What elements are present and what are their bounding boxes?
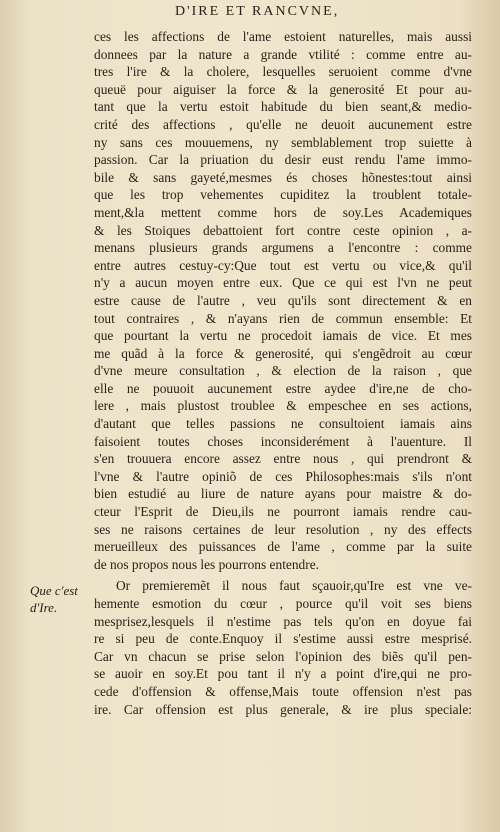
- text-line: Car vn chacun se prise selon l'opinion des biẽs qu'il pen-: [94, 648, 472, 664]
- text-line: tres l'ire & la cholere, lesquelles seruoient comme d'vne: [94, 64, 472, 80]
- text-line: que pourtant la vertu ne procedoit iamais de vice. Et mes: [94, 328, 472, 344]
- text-line: Or premieremẽt il nous faut sçauoir,qu'Ire est vne ve-: [116, 578, 472, 594]
- margin-note-line: Que c'est: [30, 583, 78, 598]
- text-line: bien estudié au liure de nature ayans pour maistre & do-: [94, 486, 472, 502]
- text-line: faisoient toutes choses inconsiderément à l'auenture. Il: [94, 433, 472, 449]
- text-line: ses ne raisons certaines de leur resolution , ny des effects: [94, 521, 472, 537]
- text-line: que les trop vehementes cupiditez la troublent totale-: [94, 187, 472, 203]
- text-line: l'vne & l'autre opiniõ de ces Philosophes:mais s'ils n'ont: [94, 468, 472, 484]
- text-line: se auoir en soy.Et pou tant il n'y a point d'ire,qui ne pro-: [94, 666, 472, 682]
- running-header: D'IRE ET RANCVNE,: [175, 4, 340, 19]
- text-line: queuë pour aiguiser la force & la generosité Et pour au-: [94, 81, 472, 97]
- text-line: d'vne meure consultation , & election de la raison , que: [94, 363, 472, 379]
- text-line: ny sans ces mouuemens, ny semblablement trop suiette à: [94, 134, 472, 150]
- text-line: cteur l'Esprit de Dieu,ils ne pourront iamais rendre cau-: [94, 504, 472, 520]
- text-line: ces les affections de l'ame estoient naturelles, mais aussi: [94, 29, 472, 44]
- text-line: tout contraires , & n'ayans rien de commun ensemble: Et: [94, 310, 472, 326]
- margin-note: [30, 582, 90, 616]
- text-line: n'y a aucun moyen entre eux. Que ce qui est l'vn ne peut: [94, 275, 472, 291]
- text-line: tant que la vertu estoit habitude du bien seant,& medio-: [94, 99, 472, 115]
- text-line: hemente esmotion du cœur , pource qu'il voit ses biens: [94, 596, 472, 611]
- text-line: de nos propos nous les pourrons entendre.: [94, 556, 319, 572]
- text-line: elle ne pouuoit aucunement estre aydee d'ire,ne de cho-: [94, 380, 472, 396]
- text-line: menans plusieurs grands argumens a l'encontre : comme: [94, 240, 472, 256]
- text-line: merueilleux des puissances de l'ame , comme par la suite: [94, 539, 472, 555]
- text-line: ment,&la mettent comme hors de soy.Les Academiques: [94, 204, 472, 220]
- text-line: passion. Car la priuation du desir eust rendu l'ame immo-: [94, 152, 472, 168]
- text-line: entre autres cestuy-cy:Que tout est vertu ou vice,& qu'il: [94, 257, 472, 273]
- text-line: mesprisez,lesquels il n'estime pas tels qu'on en doyue fai: [94, 613, 472, 629]
- text-line: bile & sans gayeté,mesmes és choses hõnestes:tout ainsi: [94, 169, 472, 185]
- text-body: [94, 28, 472, 718]
- text-line: s'en trouuera encore assez entre nous , qui prendront &: [94, 451, 472, 467]
- text-line: cede d'offension & offense,Mais toute offension n'est pas: [94, 683, 472, 699]
- text-line: ire. Car offension est plus generale, & ire plus speciale:: [94, 701, 472, 717]
- text-line: estre cause de l'autre , veu qu'ils sont directement & en: [94, 292, 472, 308]
- text-line: & les Stoiques debattoient fort contre ceste opinion , a-: [94, 222, 472, 238]
- text-line: re si peu de conte.Enquoy il s'estime aussi estre mesprisé.: [94, 631, 472, 647]
- text-line: d'autant que telles passions ne consultoient iamais ains: [94, 416, 472, 432]
- text-line: donnees par la nature a grande vtilité : comme entre au-: [94, 46, 472, 62]
- text-line: lere , mais plustost troublee & empeschee en ses actions,: [94, 398, 472, 414]
- text-line: crité des affections , qu'elle ne deuoit aucunement estre: [94, 116, 472, 132]
- margin-note-line: d'Ire.: [30, 600, 58, 615]
- text-line: me quãd à la force & generosité, qui s'engẽdroit au cœur: [94, 345, 472, 361]
